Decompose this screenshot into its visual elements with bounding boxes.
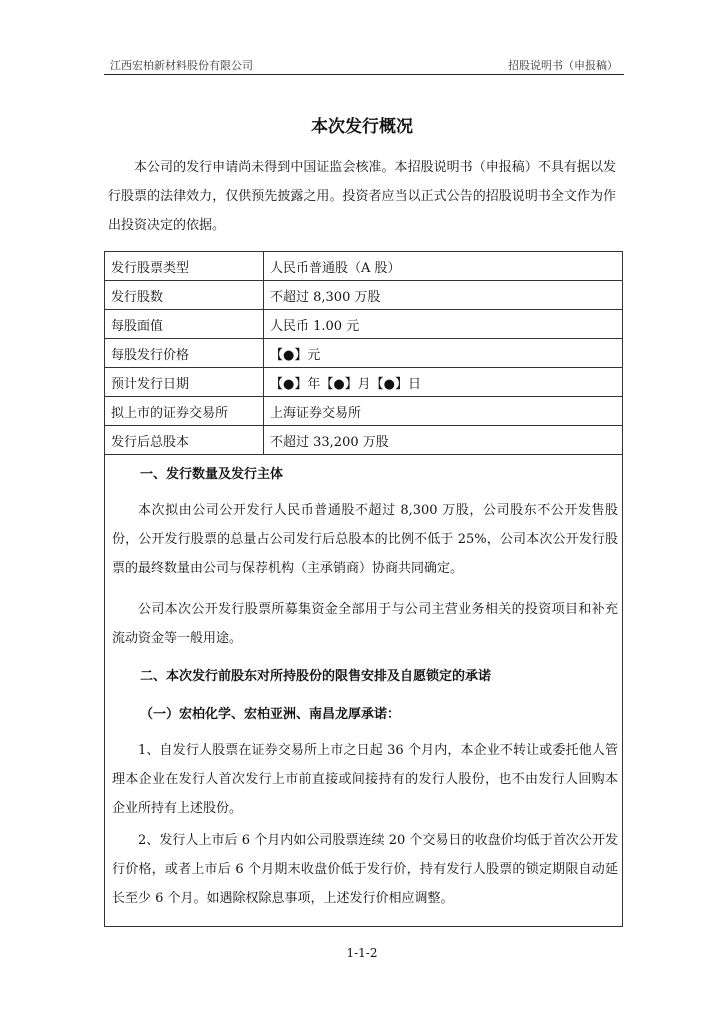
table-value: 上海证券交易所 <box>264 397 623 426</box>
table-label: 拟上市的证券交易所 <box>105 397 264 426</box>
section1-paragraph-2: 公司本次公开发行股票所募集资金全部用于与公司主营业务相关的投资项目和补充流动资金等一般用途。 <box>112 602 618 646</box>
table-value: 不超过 33,200 万股 <box>264 426 623 455</box>
table-value: 不超过 8,300 万股 <box>264 281 623 310</box>
table-row <box>105 281 623 310</box>
table-row <box>105 252 623 281</box>
offering-summary-table <box>104 251 623 455</box>
section2-item-2: 2、发行人上市后 6 个月内如公司股票连续 20 个交易日的收盘价均低于首次公开发行价格，或者上市后 6 个月期末收盘价低于发行价，持有发行人股票的锁定期限自动延长至少 6 个月。如遇除权除息事项，上述发行价相应调整。 <box>112 833 618 906</box>
page-number: 1-1-2 <box>346 946 378 960</box>
section1-paragraph-1: 本次拟由公司公开发行人民币普通股不超过 8,300 万股，公司股东不公开发售股份，公开发行股票的总量占公司发行后总股本的比例不低于 25%，公司本次公开发行股票的最终数量由公司与保荐机构（主承销商）协商共同确定。 <box>112 503 618 576</box>
page-header <box>104 52 624 75</box>
table-row <box>105 339 623 368</box>
table-row <box>105 310 623 339</box>
section2-heading: 二、本次发行前股东对所持股份的限售安排及自愿锁定的承诺 <box>140 669 492 684</box>
page-title: 本次发行概况 <box>311 117 413 137</box>
table-row <box>105 397 623 426</box>
header-company: 江西宏柏新材料股份有限公司 <box>110 59 253 72</box>
header-doc-type: 招股说明书（申报稿） <box>508 59 618 72</box>
table-label: 发行股数 <box>105 281 264 310</box>
table-row <box>105 368 623 397</box>
table-label: 预计发行日期 <box>105 368 264 397</box>
section2-subheading: （一）宏柏化学、宏柏亚洲、南昌龙厚承诺： <box>140 707 401 722</box>
table-label: 发行后总股本 <box>105 426 264 455</box>
table-value: 【●】年【●】月【●】日 <box>264 368 623 397</box>
table-label: 发行股票类型 <box>105 252 264 281</box>
table-label: 每股面值 <box>105 310 264 339</box>
section1-heading: 一、发行数量及发行主体 <box>140 467 284 482</box>
table-value: 人民币普通股（A 股） <box>264 252 623 281</box>
intro-paragraph: 本公司的发行申请尚未得到中国证监会核准。本招股说明书（申报稿）不具有据以发行股票的法律效力，仅供预先披露之用。投资者应当以正式公告的招股说明书全文作为作出投资决定的依据。 <box>108 160 616 233</box>
table-value: 【●】元 <box>264 339 623 368</box>
table-value: 人民币 1.00 元 <box>264 310 623 339</box>
table-label: 每股发行价格 <box>105 339 264 368</box>
section2-item-1: 1、自发行人股票在证券交易所上市之日起 36 个月内，本企业不转让或委托他人管理本企业在发行人首次发行上市前直接或间接持有的发行人股份，也不由发行人回购本企业所持有上述股份。 <box>112 743 618 816</box>
